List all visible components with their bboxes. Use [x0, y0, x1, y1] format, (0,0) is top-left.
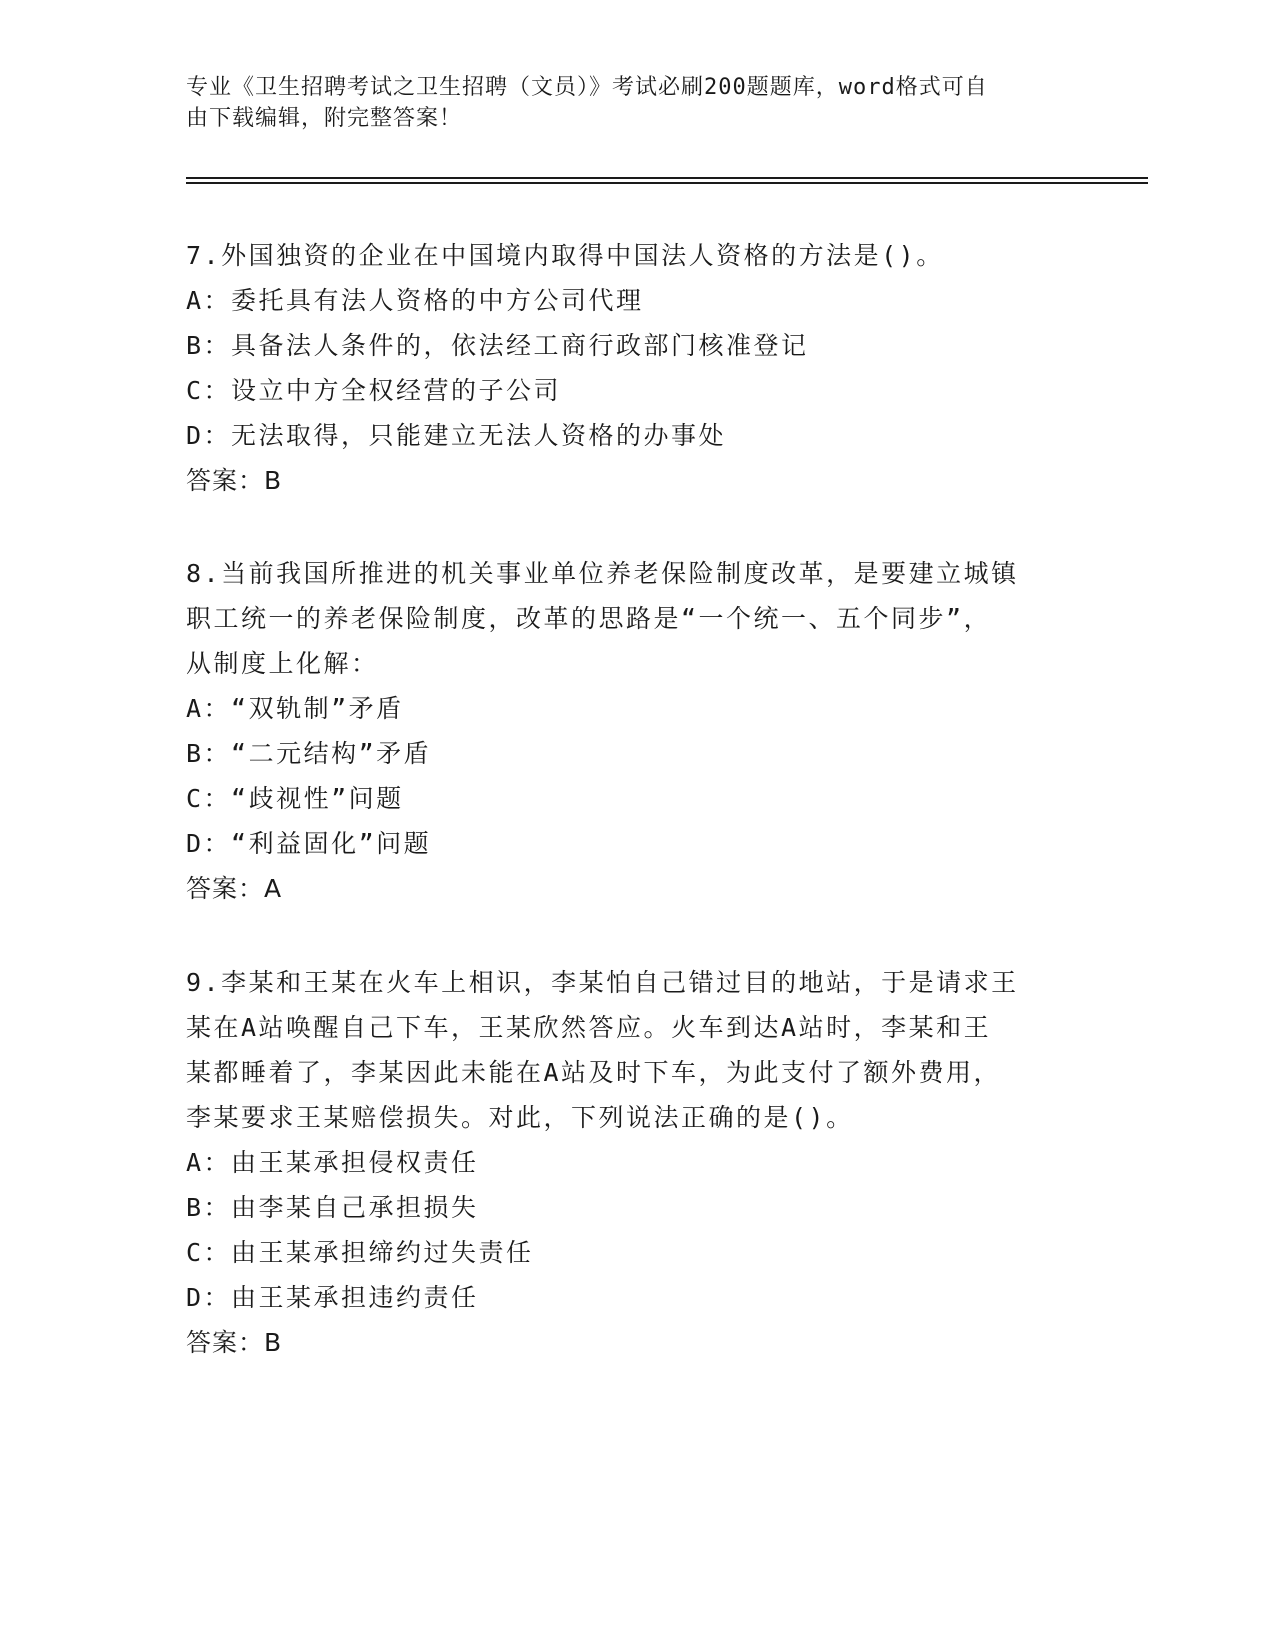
option-b: B：由李某自己承担损失: [186, 1193, 479, 1222]
option-b: B：具备法人条件的，依法经工商行政部门核准登记: [186, 331, 809, 360]
header-divider-bottom: [186, 182, 1148, 184]
answer-label: 答案：B: [186, 1328, 283, 1357]
option-b: B：“二元结构”矛盾: [186, 739, 432, 768]
option-c: C：“歧视性”问题: [186, 784, 404, 813]
question-stem: 从制度上化解：: [186, 649, 379, 678]
document-header: [186, 72, 1066, 134]
question-stem: 9.李某和王某在火车上相识，李某怕自己错过目的地站，于是请求王: [186, 968, 1019, 997]
option-d: D：由王某承担违约责任: [186, 1283, 479, 1312]
option-c: C：由王某承担缔约过失责任: [186, 1238, 534, 1267]
question-stem: 李某要求王某赔偿损失。对此，下列说法正确的是()。: [186, 1103, 854, 1132]
question-7: [186, 233, 1066, 503]
question-9: [186, 960, 1066, 1365]
question-stem: 职工统一的养老保险制度，改革的思路是“一个统一、五个同步”，: [186, 604, 992, 633]
question-stem: 某都睡着了，李某因此未能在A站及时下车，为此支付了额外费用，: [186, 1058, 1002, 1087]
option-a: A：由王某承担侵权责任: [186, 1148, 479, 1177]
option-a: A：“双轨制”矛盾: [186, 694, 404, 723]
question-stem: 某在A站唤醒自己下车，王某欣然答应。火车到达A站时，李某和王: [186, 1013, 992, 1042]
option-d: D：“利益固化”问题: [186, 829, 432, 858]
header-line: 由下载编辑，附完整答案！: [186, 106, 463, 131]
header-line: 专业《卫生招聘考试之卫生招聘（文员）》考试必刷200题题库，word格式可自: [186, 75, 988, 100]
answer-label: 答案：B: [186, 466, 283, 495]
option-a: A：委托具有法人资格的中方公司代理: [186, 286, 644, 315]
question-8: [186, 551, 1066, 911]
option-c: C：设立中方全权经营的子公司: [186, 376, 562, 405]
option-d: D：无法取得，只能建立无法人资格的办事处: [186, 421, 727, 450]
question-stem: 8.当前我国所推进的机关事业单位养老保险制度改革，是要建立城镇: [186, 559, 1019, 588]
answer-label: 答案：A: [186, 874, 283, 903]
header-divider-top: [186, 177, 1148, 179]
question-stem: 7.外国独资的企业在中国境内取得中国法人资格的方法是()。: [186, 241, 944, 270]
